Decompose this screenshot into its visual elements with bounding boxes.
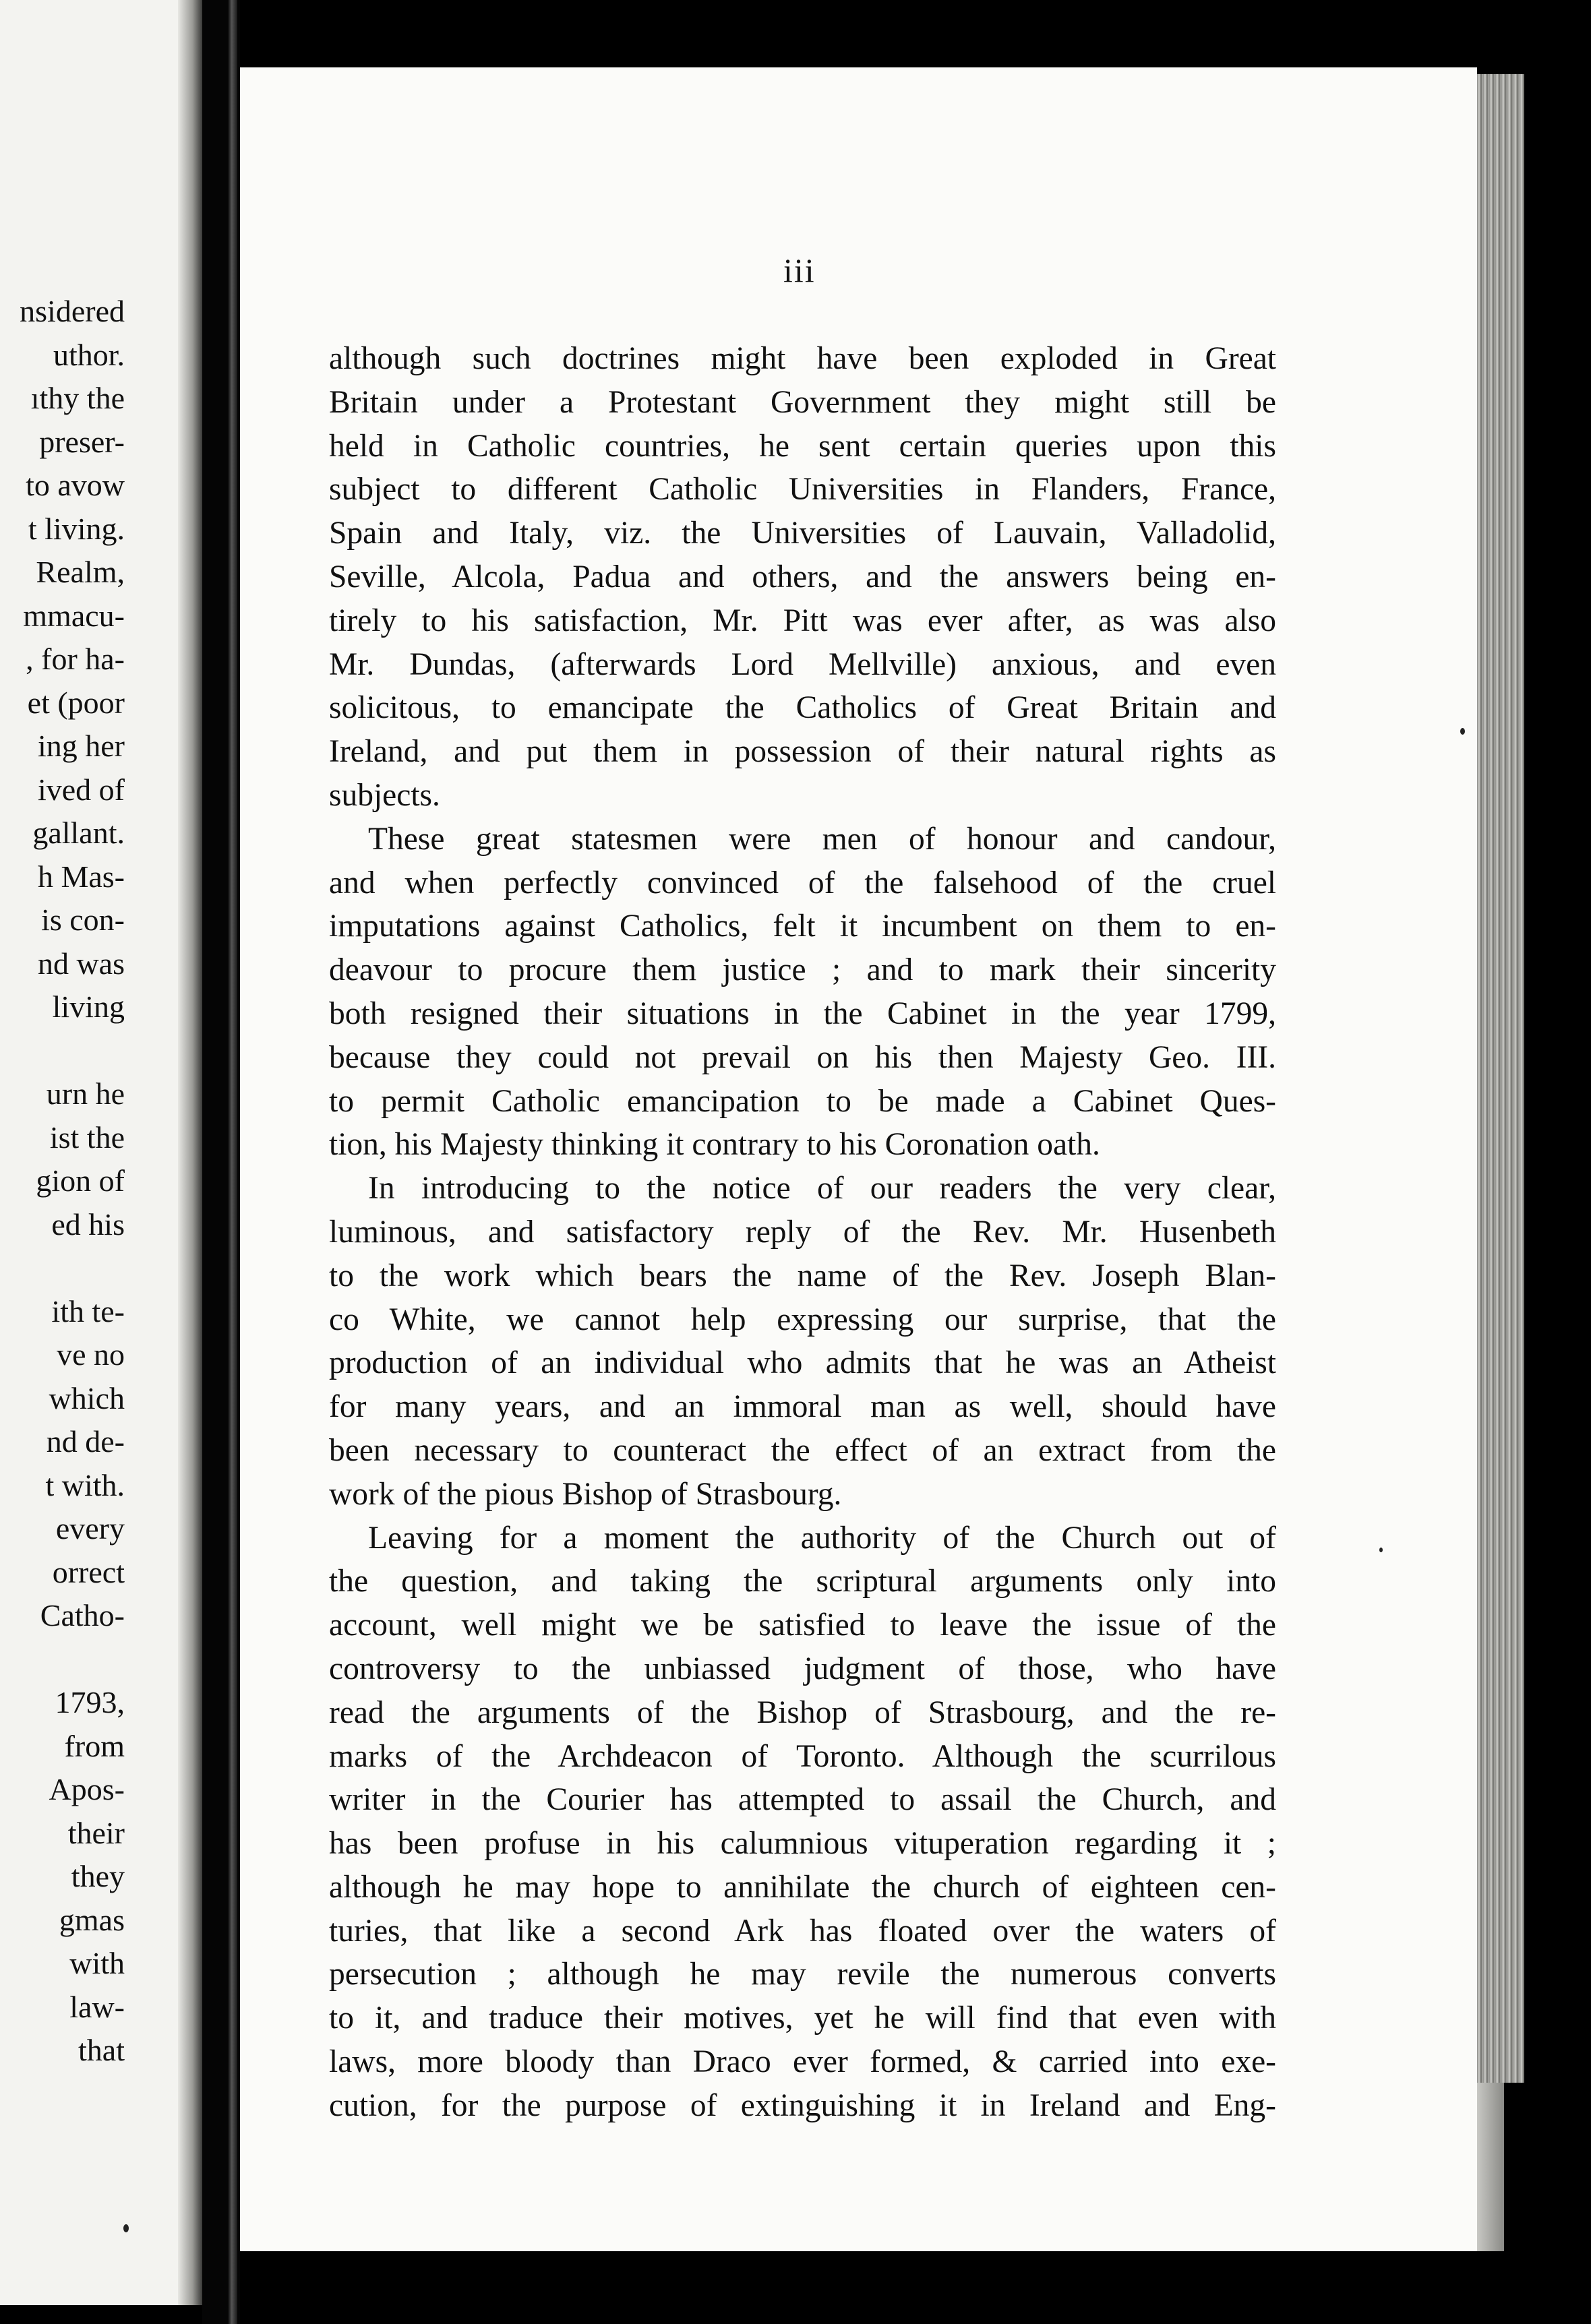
text-line: to the work which bears the name of the Rev. Joseph Blan-	[329, 1258, 1276, 1293]
text-line: writer in the Courier has attempted to assail the Church, and	[329, 1782, 1276, 1818]
left-page-line: is con-	[41, 903, 125, 937]
left-page-text	[0, 290, 125, 2073]
left-page-line	[0, 1246, 125, 1290]
text-line: subjects.	[329, 777, 440, 813]
text-line: to it, and traduce their motives, yet he will find that even with	[329, 2000, 1276, 2036]
left-page-line: that	[78, 2033, 125, 2067]
left-page-line: law-	[69, 1989, 125, 2024]
text-line: imputations against Catholics, felt it incumbent on them to en-	[329, 909, 1276, 944]
page-number: iii	[783, 251, 816, 289]
text-line: to permit Catholic emancipation to be made a Cabinet Ques-	[329, 1083, 1276, 1119]
body-text	[329, 337, 1276, 2128]
left-page-line: with	[69, 1946, 125, 1980]
text-line: read the arguments of the Bishop of Strasbourg, and the re-	[329, 1694, 1276, 1730]
text-line: because they could not prevail on his then Majesty Geo. III.	[329, 1039, 1276, 1075]
text-line: cution, for the purpose of extinguishing it in Ireland and Eng-	[329, 2087, 1276, 2123]
left-page-line: 1793,	[55, 1685, 125, 1719]
text-line: tirely to his satisfaction, Mr. Pitt was ever after, as was also	[329, 603, 1276, 638]
left-page-line: urn he	[46, 1076, 125, 1111]
text-line: Spain and Italy, viz. the Universities of Lauvain, Valladolid,	[329, 516, 1276, 551]
text-line: controversy to the unbiassed judgment of those, who have	[329, 1651, 1276, 1686]
left-page-line: orrect	[52, 1554, 125, 1589]
page-stack-edge	[1477, 74, 1524, 2083]
left-page-line: ist the	[49, 1120, 125, 1155]
text-line: Ireland, and put them in possession of their natural rights as	[329, 734, 1276, 770]
text-line: persecution ; although he may revile the numerous converts	[329, 1957, 1276, 1992]
text-line: account, well might we be satisfied to leave the issue of the	[329, 1608, 1276, 1643]
left-page-line: ing her	[37, 729, 125, 763]
left-page-line: their	[67, 1815, 125, 1850]
ink-speck	[1460, 728, 1465, 735]
left-page-line: uthor.	[53, 337, 125, 372]
text-line: co White, we cannot help expressing our surprise, that the	[329, 1302, 1276, 1337]
left-page-line: gion of	[36, 1163, 125, 1198]
left-page-line: gmas	[59, 1902, 125, 1937]
text-line: Leaving for a moment the authority of the Church out of	[368, 1520, 1276, 1556]
page-stack-edge-lower	[1477, 2083, 1504, 2251]
text-line: and when perfectly convinced of the falsehood of the cruel	[329, 865, 1276, 900]
left-page-line: nd de-	[46, 1424, 125, 1459]
left-page-line: mmacu-	[23, 598, 125, 633]
text-line: tion, his Majesty thinking it contrary to his Coronation oath.	[329, 1127, 1100, 1163]
left-page-line: t with.	[45, 1467, 125, 1502]
text-line: subject to different Catholic Universities in Flanders, France,	[329, 472, 1276, 508]
left-page-line: to avow	[26, 468, 125, 502]
left-page-line: t living.	[28, 511, 125, 546]
left-page-line: ed his	[51, 1206, 125, 1242]
text-line: solicitous, to emancipate the Catholics of Great Britain and	[329, 690, 1276, 726]
text-line: has been profuse in his calumnious vituperation regarding it ;	[329, 1826, 1276, 1862]
text-line: production of an individual who admits that he was an Atheist	[329, 1345, 1276, 1381]
left-page-line: ith te-	[51, 1293, 125, 1328]
text-line: luminous, and satisfactory reply of the Rev. Mr. Husenbeth	[329, 1214, 1276, 1250]
left-page-line: Apos-	[49, 1772, 125, 1806]
spine-edge	[228, 0, 237, 2324]
left-page-line: h Mas-	[37, 859, 125, 894]
left-page-line: they	[71, 1859, 125, 1893]
left-page-line: ve no	[57, 1337, 125, 1372]
left-facing-page	[0, 0, 202, 2305]
ink-speck	[1379, 1548, 1383, 1552]
left-page-line	[0, 1638, 125, 1682]
text-line: held in Catholic countries, he sent certain queries upon this	[329, 428, 1276, 464]
text-line: the question, and taking the scriptural arguments only into	[329, 1564, 1276, 1599]
text-line: work of the pious Bishop of Strasbourg.	[329, 1476, 842, 1512]
text-line: been necessary to counteract the effect of an extract from the	[329, 1432, 1276, 1468]
left-page-line: ived of	[37, 772, 125, 807]
text-line: Britain under a Protestant Government they might still be	[329, 384, 1276, 420]
ink-speck	[123, 2224, 129, 2232]
left-page-line: living	[52, 989, 125, 1024]
left-page-line: which	[49, 1380, 125, 1415]
text-line: although such doctrines might have been exploded in Great	[329, 341, 1276, 376]
left-page-line: et (poor	[27, 685, 125, 720]
left-page-line: every	[55, 1511, 125, 1546]
left-page-line: , for ha-	[26, 642, 125, 676]
text-line: Mr. Dundas, (afterwards Lord Mellville) anxious, and even	[329, 646, 1276, 682]
text-line: Seville, Alcola, Padua and others, and the answers being en-	[329, 559, 1276, 594]
left-page-line: Realm,	[36, 555, 125, 589]
left-page-line: gallant.	[32, 816, 125, 850]
left-page-line: nsidered	[20, 294, 125, 328]
left-page-line	[0, 1029, 125, 1073]
left-page-line: nd was	[37, 946, 125, 981]
left-page-line: Catho-	[40, 1598, 125, 1632]
text-line: for many years, and an immoral man as well, should have	[329, 1389, 1276, 1425]
text-line: marks of the Archdeacon of Toronto. Although the scurrilous	[329, 1738, 1276, 1774]
text-line: turies, that like a second Ark has floated over the waters of	[329, 1913, 1276, 1949]
text-line: although he may hope to annihilate the church of eighteen cen-	[329, 1869, 1276, 1905]
left-page-line: from	[64, 1728, 125, 1763]
text-line: These great statesmen were men of honour and candour,	[368, 821, 1276, 857]
text-line: laws, more bloody than Draco ever formed, & carried into exe-	[329, 2044, 1276, 2080]
left-page-line: ıthy the	[30, 381, 125, 415]
left-page-line: preser-	[39, 424, 125, 459]
text-line: both resigned their situations in the Cabinet in the year 1799,	[329, 996, 1276, 1031]
text-line: deavour to procure them justice ; and to mark their sincerity	[329, 952, 1276, 988]
text-line: In introducing to the notice of our readers the very clear,	[368, 1171, 1276, 1206]
left-page-gutter-shadow	[178, 0, 202, 2305]
